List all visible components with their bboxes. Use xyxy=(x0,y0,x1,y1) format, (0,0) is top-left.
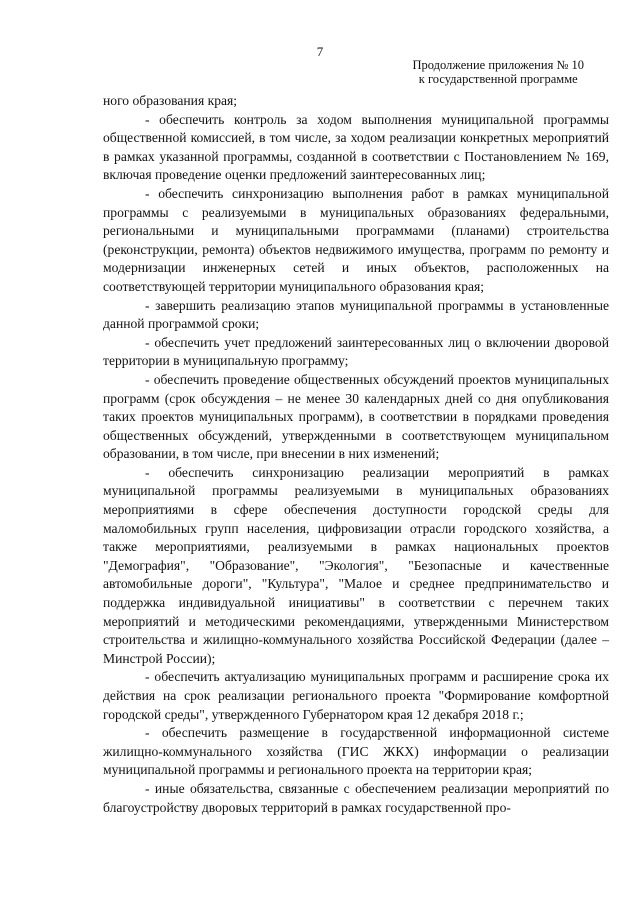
appendix-header-line-2: к государственной программе xyxy=(418,72,578,86)
page-number: 7 xyxy=(316,44,324,59)
paragraph-program-update: - обеспечить актуализацию муниципальных программ и расширение срока их действия на срок реализации регионального проекта "Формирование комфортной городской среды", утвержденного Губернатором края 12 декабря 2018 г.; xyxy=(103,669,609,722)
paragraph-gis-publication: - обеспечить размещение в государственной информационной системе жилищно-коммунального хозяйства (ГИС ЖКХ) информации о реализации муниципальной программы и регионального проекта на территории края; xyxy=(103,725,609,778)
appendix-header xyxy=(412,58,584,86)
paragraph-public-discussions: - обеспечить проведение общественных обсуждений проектов муниципальных программ (срок обсуждения – не менее 30 календарных дней со дня опубликования таких проектов муниципальных программ), в соответствии в порядками проведения общественных обсуждений, утвержденными в соответствующем муниципальном образовании, в том числе, при внесении в них изменений; xyxy=(103,371,609,462)
paragraph-account-proposals: - обеспечить учет предложений заинтересованных лиц о включении дворовой территории в муниципальную программу; xyxy=(103,334,609,369)
paragraph-control-commission: - обеспечить контроль за ходом выполнения муниципальной программы общественной комиссией, в том числе, за ходом реализации конкретных мероприятий в рамках указанной программы, созданной в соответствии с Постановлением № 169, включая проведение оценки предложений заинтересованных лиц; xyxy=(103,111,609,183)
paragraph-other-obligations: - иные обязательства, связанные с обеспечением реализации мероприятий по благоустройству дворовых территорий в рамках государственной про- xyxy=(103,780,609,815)
paragraph-complete-stages: - завершить реализацию этапов муниципальной программы в установленные данной программой сроки; xyxy=(103,297,609,332)
paragraph-continuation: ного образования края; xyxy=(103,93,238,108)
document-body xyxy=(103,92,609,817)
paragraph-synchronization-national-projects: - обеспечить синхронизацию реализации мероприятий в рамках муниципальной программы реализуемыми в муниципальных образованиях мероприятиями в сфере обеспечения доступности городской среды для маломобильных групп населения, цифровизации отрасли городского хозяйства, а также мероприятиями, реализуемыми в рамках национальных проектов "Демография", "Образование", "Экология", "Безопасные и качественные автомобильные дороги", "Культура", "Малое и среднее предпринимательство и поддержка индивидуальной инициативы" в соответствии с перечнем таких мероприятий и методическими рекомендациями, утвержденными Министерством строительства и жилищно-коммунального хозяйства Российской Федерации (далее – Минстрой России); xyxy=(103,464,609,666)
paragraph-synchronization-works: - обеспечить синхронизацию выполнения работ в рамках муниципальной программы с реализуемыми в муниципальных образованиях федеральными, региональными и муниципальными программами (планами) строительства (реконструкции, ремонта) объектов недвижимого имущества, программ по ремонту и модернизации инженерных сетей и иных объектов, расположенных на соответствующей территории муниципального образования края; xyxy=(103,185,609,294)
appendix-header-line-1: Продолжение приложения № 10 xyxy=(412,58,584,72)
